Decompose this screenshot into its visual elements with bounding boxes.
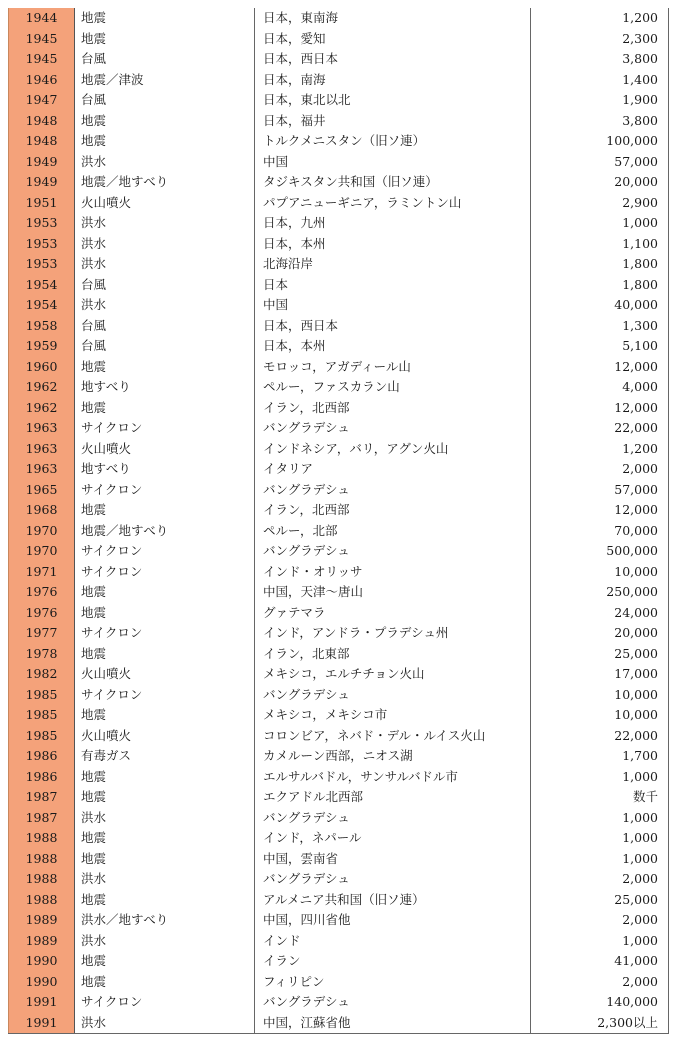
location-cell: 北海沿岸 (255, 254, 531, 275)
year-cell: 1990 (9, 951, 75, 972)
year-cell: 1948 (9, 131, 75, 152)
location-cell: 日本，九州 (255, 213, 531, 234)
disaster-type-cell: 洪水 (75, 869, 255, 890)
location-cell: パプアニューギニア，ラミントン山 (255, 193, 531, 214)
location-cell: 日本，本州 (255, 234, 531, 255)
year-cell: 1991 (9, 1013, 75, 1034)
year-cell: 1960 (9, 357, 75, 378)
location-cell: エクアドル北西部 (255, 787, 531, 808)
disaster-type-cell: 火山噴火 (75, 726, 255, 747)
death-toll-cell: 1,000 (531, 213, 669, 234)
table-row (9, 254, 669, 275)
table-row (9, 70, 669, 91)
table-row (9, 623, 669, 644)
location-cell: 中国，天津～唐山 (255, 582, 531, 603)
year-cell: 1959 (9, 336, 75, 357)
death-toll-cell: 2,300 (531, 29, 669, 50)
disaster-type-cell: 火山噴火 (75, 664, 255, 685)
year-cell: 1971 (9, 562, 75, 583)
year-cell: 1963 (9, 459, 75, 480)
year-cell: 1988 (9, 828, 75, 849)
disaster-type-cell: サイクロン (75, 685, 255, 706)
disaster-type-cell: 台風 (75, 316, 255, 337)
location-cell: 中国，江蘇省他 (255, 1013, 531, 1034)
location-cell: メキシコ，メキシコ市 (255, 705, 531, 726)
table-row (9, 992, 669, 1013)
location-cell: 日本 (255, 275, 531, 296)
table-row (9, 644, 669, 665)
table-row (9, 439, 669, 460)
year-cell: 1946 (9, 70, 75, 91)
disaster-type-cell: 地震／地すべり (75, 521, 255, 542)
year-cell: 1988 (9, 869, 75, 890)
location-cell: フィリピン (255, 972, 531, 993)
year-cell: 1953 (9, 234, 75, 255)
disaster-type-cell: 台風 (75, 49, 255, 70)
death-toll-cell: 1,000 (531, 849, 669, 870)
table-row (9, 90, 669, 111)
death-toll-cell: 57,000 (531, 152, 669, 173)
death-toll-cell: 10,000 (531, 685, 669, 706)
disaster-type-cell: 洪水 (75, 234, 255, 255)
year-cell: 1985 (9, 705, 75, 726)
year-cell: 1954 (9, 295, 75, 316)
location-cell: トルクメニスタン（旧ソ連） (255, 131, 531, 152)
table-row (9, 521, 669, 542)
disaster-type-cell: 洪水 (75, 152, 255, 173)
disaster-type-cell: 地震 (75, 398, 255, 419)
death-toll-cell: 2,000 (531, 972, 669, 993)
disaster-type-cell: 地震 (75, 8, 255, 29)
year-cell: 1968 (9, 500, 75, 521)
table-row (9, 275, 669, 296)
death-toll-cell: 1,700 (531, 746, 669, 767)
table-row (9, 582, 669, 603)
death-toll-cell: 1,000 (531, 931, 669, 952)
year-cell: 1944 (9, 8, 75, 29)
table-row (9, 193, 669, 214)
disaster-type-cell: 洪水 (75, 931, 255, 952)
table-row (9, 767, 669, 788)
disaster-type-cell: 地震 (75, 849, 255, 870)
location-cell: バングラデシュ (255, 541, 531, 562)
location-cell: インド，ネパール (255, 828, 531, 849)
location-cell: イラン，北東部 (255, 644, 531, 665)
location-cell: 日本，愛知 (255, 29, 531, 50)
year-cell: 1947 (9, 90, 75, 111)
disaster-table-body (9, 8, 669, 1034)
death-toll-cell: 1,900 (531, 90, 669, 111)
location-cell: 日本，東北以北 (255, 90, 531, 111)
year-cell: 1958 (9, 316, 75, 337)
table-row (9, 111, 669, 132)
disaster-type-cell: 地震／地すべり (75, 172, 255, 193)
table-row (9, 172, 669, 193)
death-toll-cell: 22,000 (531, 726, 669, 747)
death-toll-cell: 2,000 (531, 910, 669, 931)
year-cell: 1948 (9, 111, 75, 132)
disaster-type-cell: 地震／津波 (75, 70, 255, 91)
table-row (9, 377, 669, 398)
year-cell: 1963 (9, 418, 75, 439)
year-cell: 1991 (9, 992, 75, 1013)
disaster-type-cell: 地震 (75, 828, 255, 849)
death-toll-cell: 10,000 (531, 562, 669, 583)
location-cell: 中国 (255, 295, 531, 316)
disaster-type-cell: 火山噴火 (75, 439, 255, 460)
death-toll-cell: 40,000 (531, 295, 669, 316)
location-cell: インド・オリッサ (255, 562, 531, 583)
table-row (9, 29, 669, 50)
location-cell: モロッコ，アガディール山 (255, 357, 531, 378)
year-cell: 1988 (9, 849, 75, 870)
death-toll-cell: 1,300 (531, 316, 669, 337)
location-cell: エルサルバドル，サンサルバドル市 (255, 767, 531, 788)
year-cell: 1976 (9, 603, 75, 624)
table-row (9, 951, 669, 972)
death-toll-cell: 22,000 (531, 418, 669, 439)
death-toll-cell: 20,000 (531, 623, 669, 644)
location-cell: 中国，雲南省 (255, 849, 531, 870)
death-toll-cell: 1,400 (531, 70, 669, 91)
year-cell: 1977 (9, 623, 75, 644)
year-cell: 1989 (9, 931, 75, 952)
location-cell: イタリア (255, 459, 531, 480)
disaster-type-cell: 地すべり (75, 377, 255, 398)
table-row (9, 459, 669, 480)
year-cell: 1985 (9, 685, 75, 706)
disaster-type-cell: 地震 (75, 29, 255, 50)
location-cell: イラン (255, 951, 531, 972)
disaster-type-cell: 地震 (75, 131, 255, 152)
location-cell: 日本，西日本 (255, 49, 531, 70)
death-toll-cell: 24,000 (531, 603, 669, 624)
table-row (9, 500, 669, 521)
location-cell: 日本，本州 (255, 336, 531, 357)
year-cell: 1985 (9, 726, 75, 747)
disaster-type-cell: サイクロン (75, 480, 255, 501)
table-row (9, 849, 669, 870)
year-cell: 1951 (9, 193, 75, 214)
death-toll-cell: 140,000 (531, 992, 669, 1013)
year-cell: 1987 (9, 787, 75, 808)
table-row (9, 152, 669, 173)
location-cell: バングラデシュ (255, 992, 531, 1013)
death-toll-cell: 1,200 (531, 8, 669, 29)
table-row (9, 787, 669, 808)
table-row (9, 234, 669, 255)
death-toll-cell: 70,000 (531, 521, 669, 542)
death-toll-cell: 4,000 (531, 377, 669, 398)
death-toll-cell: 17,000 (531, 664, 669, 685)
location-cell: ペルー，北部 (255, 521, 531, 542)
death-toll-cell: 12,000 (531, 500, 669, 521)
disaster-type-cell: 洪水 (75, 295, 255, 316)
location-cell: 日本，南海 (255, 70, 531, 91)
death-toll-cell: 25,000 (531, 644, 669, 665)
disaster-type-cell: 洪水／地すべり (75, 910, 255, 931)
location-cell: 日本，西日本 (255, 316, 531, 337)
disaster-type-cell: 地震 (75, 111, 255, 132)
death-toll-cell: 41,000 (531, 951, 669, 972)
death-toll-cell: 57,000 (531, 480, 669, 501)
location-cell: カメルーン西部，ニオス湖 (255, 746, 531, 767)
location-cell: バングラデシュ (255, 808, 531, 829)
location-cell: アルメニア共和国（旧ソ連） (255, 890, 531, 911)
table-row (9, 931, 669, 952)
disaster-type-cell: 地震 (75, 357, 255, 378)
table-row (9, 131, 669, 152)
disaster-type-cell: 地すべり (75, 459, 255, 480)
table-row (9, 808, 669, 829)
location-cell: 中国 (255, 152, 531, 173)
death-toll-cell: 1,100 (531, 234, 669, 255)
year-cell: 1953 (9, 254, 75, 275)
year-cell: 1988 (9, 890, 75, 911)
death-toll-cell: 数千 (531, 787, 669, 808)
death-toll-cell: 2,300以上 (531, 1013, 669, 1034)
disaster-type-cell: 洪水 (75, 1013, 255, 1034)
table-row (9, 480, 669, 501)
year-cell: 1953 (9, 213, 75, 234)
table-row (9, 1013, 669, 1034)
location-cell: タジキスタン共和国（旧ソ連） (255, 172, 531, 193)
location-cell: バングラデシュ (255, 418, 531, 439)
death-toll-cell: 12,000 (531, 357, 669, 378)
table-row (9, 418, 669, 439)
death-toll-cell: 100,000 (531, 131, 669, 152)
disaster-type-cell: 地震 (75, 644, 255, 665)
death-toll-cell: 2,000 (531, 459, 669, 480)
disaster-type-cell: 火山噴火 (75, 193, 255, 214)
death-toll-cell: 1,000 (531, 808, 669, 829)
table-row (9, 603, 669, 624)
table-row (9, 398, 669, 419)
location-cell: バングラデシュ (255, 869, 531, 890)
death-toll-cell: 1,800 (531, 275, 669, 296)
disaster-type-cell: 有毒ガス (75, 746, 255, 767)
death-toll-cell: 5,100 (531, 336, 669, 357)
death-toll-cell: 20,000 (531, 172, 669, 193)
year-cell: 1949 (9, 172, 75, 193)
year-cell: 1945 (9, 29, 75, 50)
year-cell: 1945 (9, 49, 75, 70)
table-row (9, 336, 669, 357)
death-toll-cell: 2,900 (531, 193, 669, 214)
death-toll-cell: 250,000 (531, 582, 669, 603)
disaster-type-cell: 地震 (75, 787, 255, 808)
disaster-type-cell: 地震 (75, 582, 255, 603)
table-row (9, 295, 669, 316)
year-cell: 1982 (9, 664, 75, 685)
disaster-type-cell: 洪水 (75, 213, 255, 234)
disaster-table (8, 8, 669, 1034)
location-cell: イラン，北西部 (255, 398, 531, 419)
location-cell: 中国，四川省他 (255, 910, 531, 931)
disaster-type-cell: サイクロン (75, 623, 255, 644)
location-cell: インド，アンドラ・プラデシュ州 (255, 623, 531, 644)
table-row (9, 562, 669, 583)
location-cell: コロンビア，ネバド・デル・ルイス火山 (255, 726, 531, 747)
year-cell: 1986 (9, 746, 75, 767)
location-cell: 日本，東南海 (255, 8, 531, 29)
death-toll-cell: 1,200 (531, 439, 669, 460)
disaster-type-cell: 地震 (75, 890, 255, 911)
table-row (9, 890, 669, 911)
location-cell: バングラデシュ (255, 685, 531, 706)
death-toll-cell: 1,800 (531, 254, 669, 275)
location-cell: ペルー，ファスカラン山 (255, 377, 531, 398)
disaster-type-cell: サイクロン (75, 992, 255, 1013)
year-cell: 1990 (9, 972, 75, 993)
location-cell: 日本，福井 (255, 111, 531, 132)
year-cell: 1962 (9, 377, 75, 398)
death-toll-cell: 2,000 (531, 869, 669, 890)
location-cell: メキシコ，エルチチョン火山 (255, 664, 531, 685)
table-row (9, 910, 669, 931)
table-row (9, 357, 669, 378)
table-row (9, 705, 669, 726)
year-cell: 1976 (9, 582, 75, 603)
disaster-type-cell: 洪水 (75, 254, 255, 275)
table-row (9, 828, 669, 849)
disaster-type-cell: 洪水 (75, 808, 255, 829)
year-cell: 1949 (9, 152, 75, 173)
death-toll-cell: 3,800 (531, 111, 669, 132)
table-row (9, 746, 669, 767)
year-cell: 1954 (9, 275, 75, 296)
death-toll-cell: 12,000 (531, 398, 669, 419)
disaster-type-cell: 地震 (75, 500, 255, 521)
table-row (9, 685, 669, 706)
disaster-table-sheet (8, 8, 668, 1034)
year-cell: 1978 (9, 644, 75, 665)
table-row (9, 726, 669, 747)
year-cell: 1970 (9, 541, 75, 562)
disaster-type-cell: 台風 (75, 275, 255, 296)
location-cell: グァテマラ (255, 603, 531, 624)
table-row (9, 213, 669, 234)
disaster-type-cell: 地震 (75, 972, 255, 993)
disaster-type-cell: 台風 (75, 90, 255, 111)
death-toll-cell: 1,000 (531, 828, 669, 849)
year-cell: 1965 (9, 480, 75, 501)
disaster-type-cell: 台風 (75, 336, 255, 357)
disaster-type-cell: 地震 (75, 767, 255, 788)
disaster-type-cell: サイクロン (75, 562, 255, 583)
table-row (9, 8, 669, 29)
death-toll-cell: 10,000 (531, 705, 669, 726)
table-row (9, 541, 669, 562)
disaster-type-cell: サイクロン (75, 541, 255, 562)
location-cell: バングラデシュ (255, 480, 531, 501)
table-row (9, 972, 669, 993)
year-cell: 1970 (9, 521, 75, 542)
disaster-type-cell: 地震 (75, 705, 255, 726)
table-row (9, 664, 669, 685)
location-cell: インドネシア，バリ，アグン火山 (255, 439, 531, 460)
year-cell: 1987 (9, 808, 75, 829)
table-row (9, 869, 669, 890)
location-cell: インド (255, 931, 531, 952)
death-toll-cell: 500,000 (531, 541, 669, 562)
table-row (9, 316, 669, 337)
death-toll-cell: 3,800 (531, 49, 669, 70)
death-toll-cell: 25,000 (531, 890, 669, 911)
disaster-type-cell: 地震 (75, 951, 255, 972)
year-cell: 1962 (9, 398, 75, 419)
disaster-type-cell: 地震 (75, 603, 255, 624)
year-cell: 1986 (9, 767, 75, 788)
table-row (9, 49, 669, 70)
death-toll-cell: 1,000 (531, 767, 669, 788)
disaster-type-cell: サイクロン (75, 418, 255, 439)
year-cell: 1989 (9, 910, 75, 931)
location-cell: イラン，北西部 (255, 500, 531, 521)
year-cell: 1963 (9, 439, 75, 460)
